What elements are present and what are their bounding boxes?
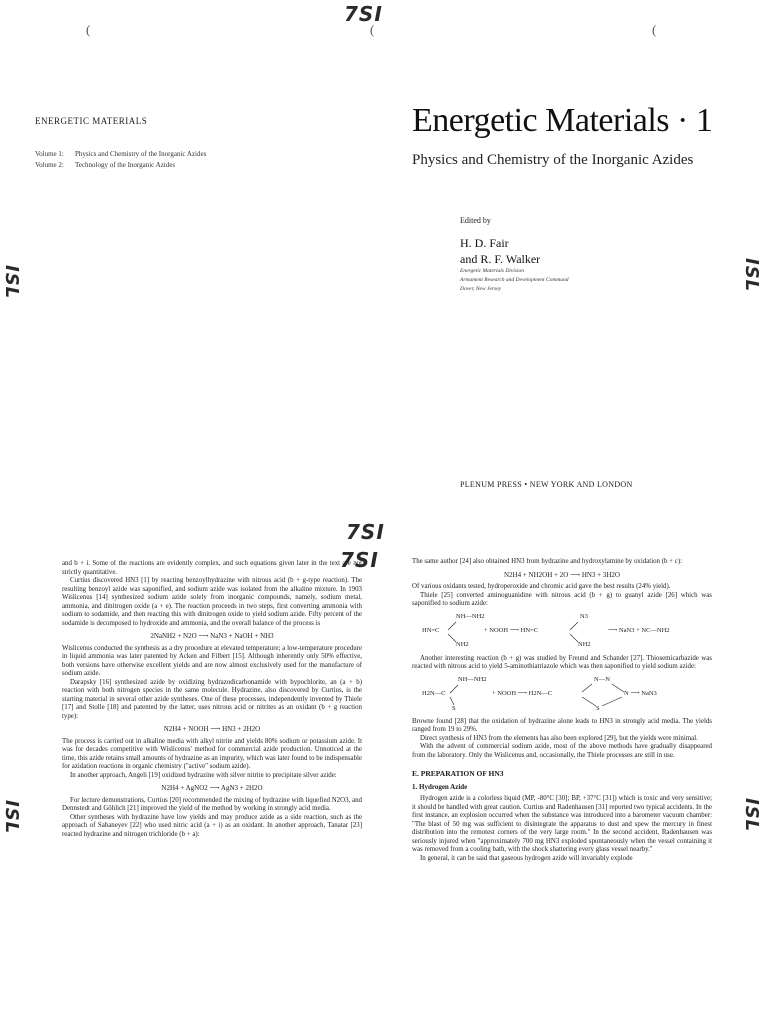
equation: N2H4 + NH2OH + 2O ⟶ HN3 + 3H2O — [504, 570, 620, 579]
volume-entry — [35, 150, 206, 158]
editor-name: and R. F. Walker — [460, 252, 541, 266]
paragraph: Wislicenus conducted the synthesis as a dry procedure at elevated temperature; a low-temperature procedure in liquid ammonia was later patented by Acken and Filbert [15]. Although inherently only 50% effective, both versions have otherwise excellent yields and are now almost exclusively used for the manufacture of sodium azide. — [62, 644, 362, 677]
formula-part: H2N—C — [422, 689, 446, 697]
formula-part: N—N — [594, 675, 610, 683]
formula-part: N ⟶ NaN3 — [624, 689, 657, 697]
paragraph: Direct synthesis of HN3 from the elements has also been explored [29], but the yields were minimal. — [420, 734, 698, 742]
paragraph: Hydrogen azide is a colorless liquid (MP, -80°C [30]; BP, +37°C [31]) which is toxic and very sensitive; it should be handled with great caution. Curtius and Radenhausen [31] reported two typical accidents. In the first instance, an explosion occurred when the substance was introduced into a barometer vacuum chamber: "The blast of 50 mg was sufficient to disintegrate the apparatus to dust and spew the mercury in finest distribution into the remotest corners of the very large room." In the second accident, Radenhausen was seriously injured when "approximately 700 mg HN3 exploded spontaneously when the vessel containing it was removed from a cooling bath, with the shock shattering every glass vessel nearby." — [412, 795, 712, 853]
paragraph: Thiele [25] converted aminoguanidine with nitrous acid (b + g) to guanyl azide [26] which was saponified to sodium azide: — [412, 591, 712, 607]
side-stamp-left-bottom: ISL — [1, 800, 22, 835]
paragraph: Other syntheses with hydrazine have low yields and may produce azide as a side reaction, such as the approach of Sabaneyev [22] who used nitric acid (a + i) as an oxidant. In another approach, Tanatar [23] reacted hydrazine and nitrogen trichloride (b + a): — [62, 813, 362, 838]
formula-part: NH2 — [456, 640, 469, 648]
formula-part: NH—NH2 — [456, 612, 485, 620]
formula-part: S — [596, 704, 600, 712]
paragraph: The process is carried out in alkaline media with alkyl nitrite and yields 80% sodium or potassium azide. It was for decades competitive with Wislicenus' method for commercial azide production. Unnoticed at the time, this azide retains small amounts of hydrazine as an impurity, which was later found to be indispensable for azidation reactions in organic chemistry ("active" sodium azide). — [62, 737, 362, 770]
side-stamp-right-top: ISL — [741, 258, 762, 293]
paragraph: Curtius discovered HN3 [1] by reacting benzoylhydrazine with nitrous acid (b + g-type reaction). The resulting benzoyl azide was saponified, and sodium azide was isolated from the alkaline mixture. In 1903 Wislicenus [14] synthesized sodium azide solely from inorganic compounds, namely, sodium metal, ammonia, and dinitrogen oxide (a + e). The reaction proceeds in two steps, first converting ammonia with sodium to sodamide, and then reacting this with dinitrogen oxide to yield sodium azide. Fifty percent of the sodamide is decomposed to hydroxide and ammonia, and the overall balance of the process is — [62, 577, 362, 627]
bond-lines — [412, 676, 712, 714]
equation: N2H4 + AgNO2 ⟶ AgN3 + 2H2O — [161, 784, 263, 792]
section-heading: E. PREPARATION OF HN3 — [412, 769, 504, 778]
formula-part: NH—NH2 — [458, 675, 487, 683]
formula-part: HN=C — [422, 626, 440, 634]
affiliation-line: Energetic Materials Division — [460, 268, 524, 274]
paragraph: For lecture demonstrations, Curtius [20] recommended the mixing of hydrazine with liquefied N2O3, and Dennstedt and Göhlich [21] improved the yield of the method by working in strongly acid media. — [62, 796, 362, 812]
volume-label: Volume 1: — [35, 150, 64, 158]
book-subtitle: Physics and Chemistry of the Inorganic Azides — [412, 152, 694, 168]
affiliation-line: Armament Research and Development Command — [460, 277, 569, 283]
volume-label: Volume 2: — [35, 161, 64, 169]
paragraph: Browne found [28] that the oxidation of hydrazine alone leads to HN3 in strongly acid media. The yields ranged from 19 to 29%. — [412, 717, 712, 733]
top-logo-stamp: 7SI — [344, 2, 383, 26]
equation: N2H4 + NOOH ⟶ HN3 + 2H2O — [163, 725, 261, 733]
paragraph: Darapsky [16] synthesized azide by oxidizing hydrazodicarbonamide with hypochlorite, an (a + b) reaction with both nitrogen species in the same molecule. Hydrazine, also discovered by Curtius, is the starting material in several other azide syntheses. One of these processes, independently invented by Thiele [17] and Stolle [18] and patented by the latter, uses nitrous acid or nitrites as an oxidant (b + g reaction type): — [62, 678, 362, 720]
edited-by-label: Edited by — [460, 216, 491, 225]
formula-part: S — [452, 704, 456, 712]
editor-name: H. D. Fair — [460, 236, 509, 250]
paren-mark: ( — [86, 22, 91, 37]
formula-part: + NOOH ⟶ HN=C — [484, 626, 539, 634]
mid-logo-stamp-2: 7SI — [340, 548, 379, 572]
mid-logo-stamp: 7SI — [346, 520, 385, 544]
side-stamp-right-bottom: ISL — [741, 798, 762, 833]
paragraph: In general, it can be said that gaseous hydrogen azide will invariably explode — [420, 854, 633, 862]
affiliation-line: Dover, New Jersey — [460, 286, 502, 292]
paren-mark: ( — [370, 22, 375, 37]
paragraph: Of various oxidants tested, hydroperoxide and chromic acid gave the best results (24% yield). — [412, 583, 671, 590]
paragraph: Another interesting reaction (b + g) was studied by Freund and Schander [27]. Thiosemicarbazide was reacted with nitrous acid to yield 5-aminothiatriazole which was then saponified to yield sodium azide: — [412, 654, 712, 670]
paren-mark: ( — [652, 22, 657, 37]
paragraph: With the advent of commercial sodium azide, most of the above methods have gradually disappeared from the laboratory. Only the Wislicenus and, occasionally, the Thiele processes are still in use. — [412, 743, 712, 759]
paragraph: In another approach, Angeli [19] oxidized hydrazine with silver nitrite to precipitate silver azide: — [70, 771, 337, 779]
equation: 2NaNH2 + N2O ⟶ NaN3 + NaOH + NH3 — [150, 632, 274, 640]
formula-part: + NOOH ⟶ H2N—C — [492, 689, 553, 697]
right-text-column — [412, 558, 712, 1022]
volume-title: Technology of the Inorganic Azides — [75, 161, 176, 169]
structural-formula-thiatriazole — [412, 676, 712, 714]
structural-formula-guanyl — [412, 613, 712, 651]
formula-part: N3 — [580, 612, 588, 620]
paragraph: and b + i. Some of the reactions are evidently complex, and such equations given later in the text are not strictly quantitative. — [62, 560, 362, 576]
volume-entry — [35, 161, 175, 169]
paragraph: The same author [24] also obtained HN3 from hydrazine and hydroxylamine by oxidation (b + c): — [412, 558, 683, 565]
series-heading: ENERGETIC MATERIALS — [35, 116, 148, 126]
volume-title: Physics and Chemistry of the Inorganic Azides — [75, 150, 207, 158]
formula-part: ⟶ NaN3 + NC—NH2 — [608, 626, 670, 634]
formula-part: NH2 — [578, 640, 591, 648]
side-stamp-left-top: ISL — [1, 265, 22, 300]
publisher-line: PLENUM PRESS • NEW YORK AND LONDON — [460, 480, 633, 489]
subsection-heading: 1. Hydrogen Azide — [412, 782, 468, 791]
book-title: Energetic Materials · 1 — [412, 102, 713, 139]
left-text-column — [62, 560, 362, 1022]
